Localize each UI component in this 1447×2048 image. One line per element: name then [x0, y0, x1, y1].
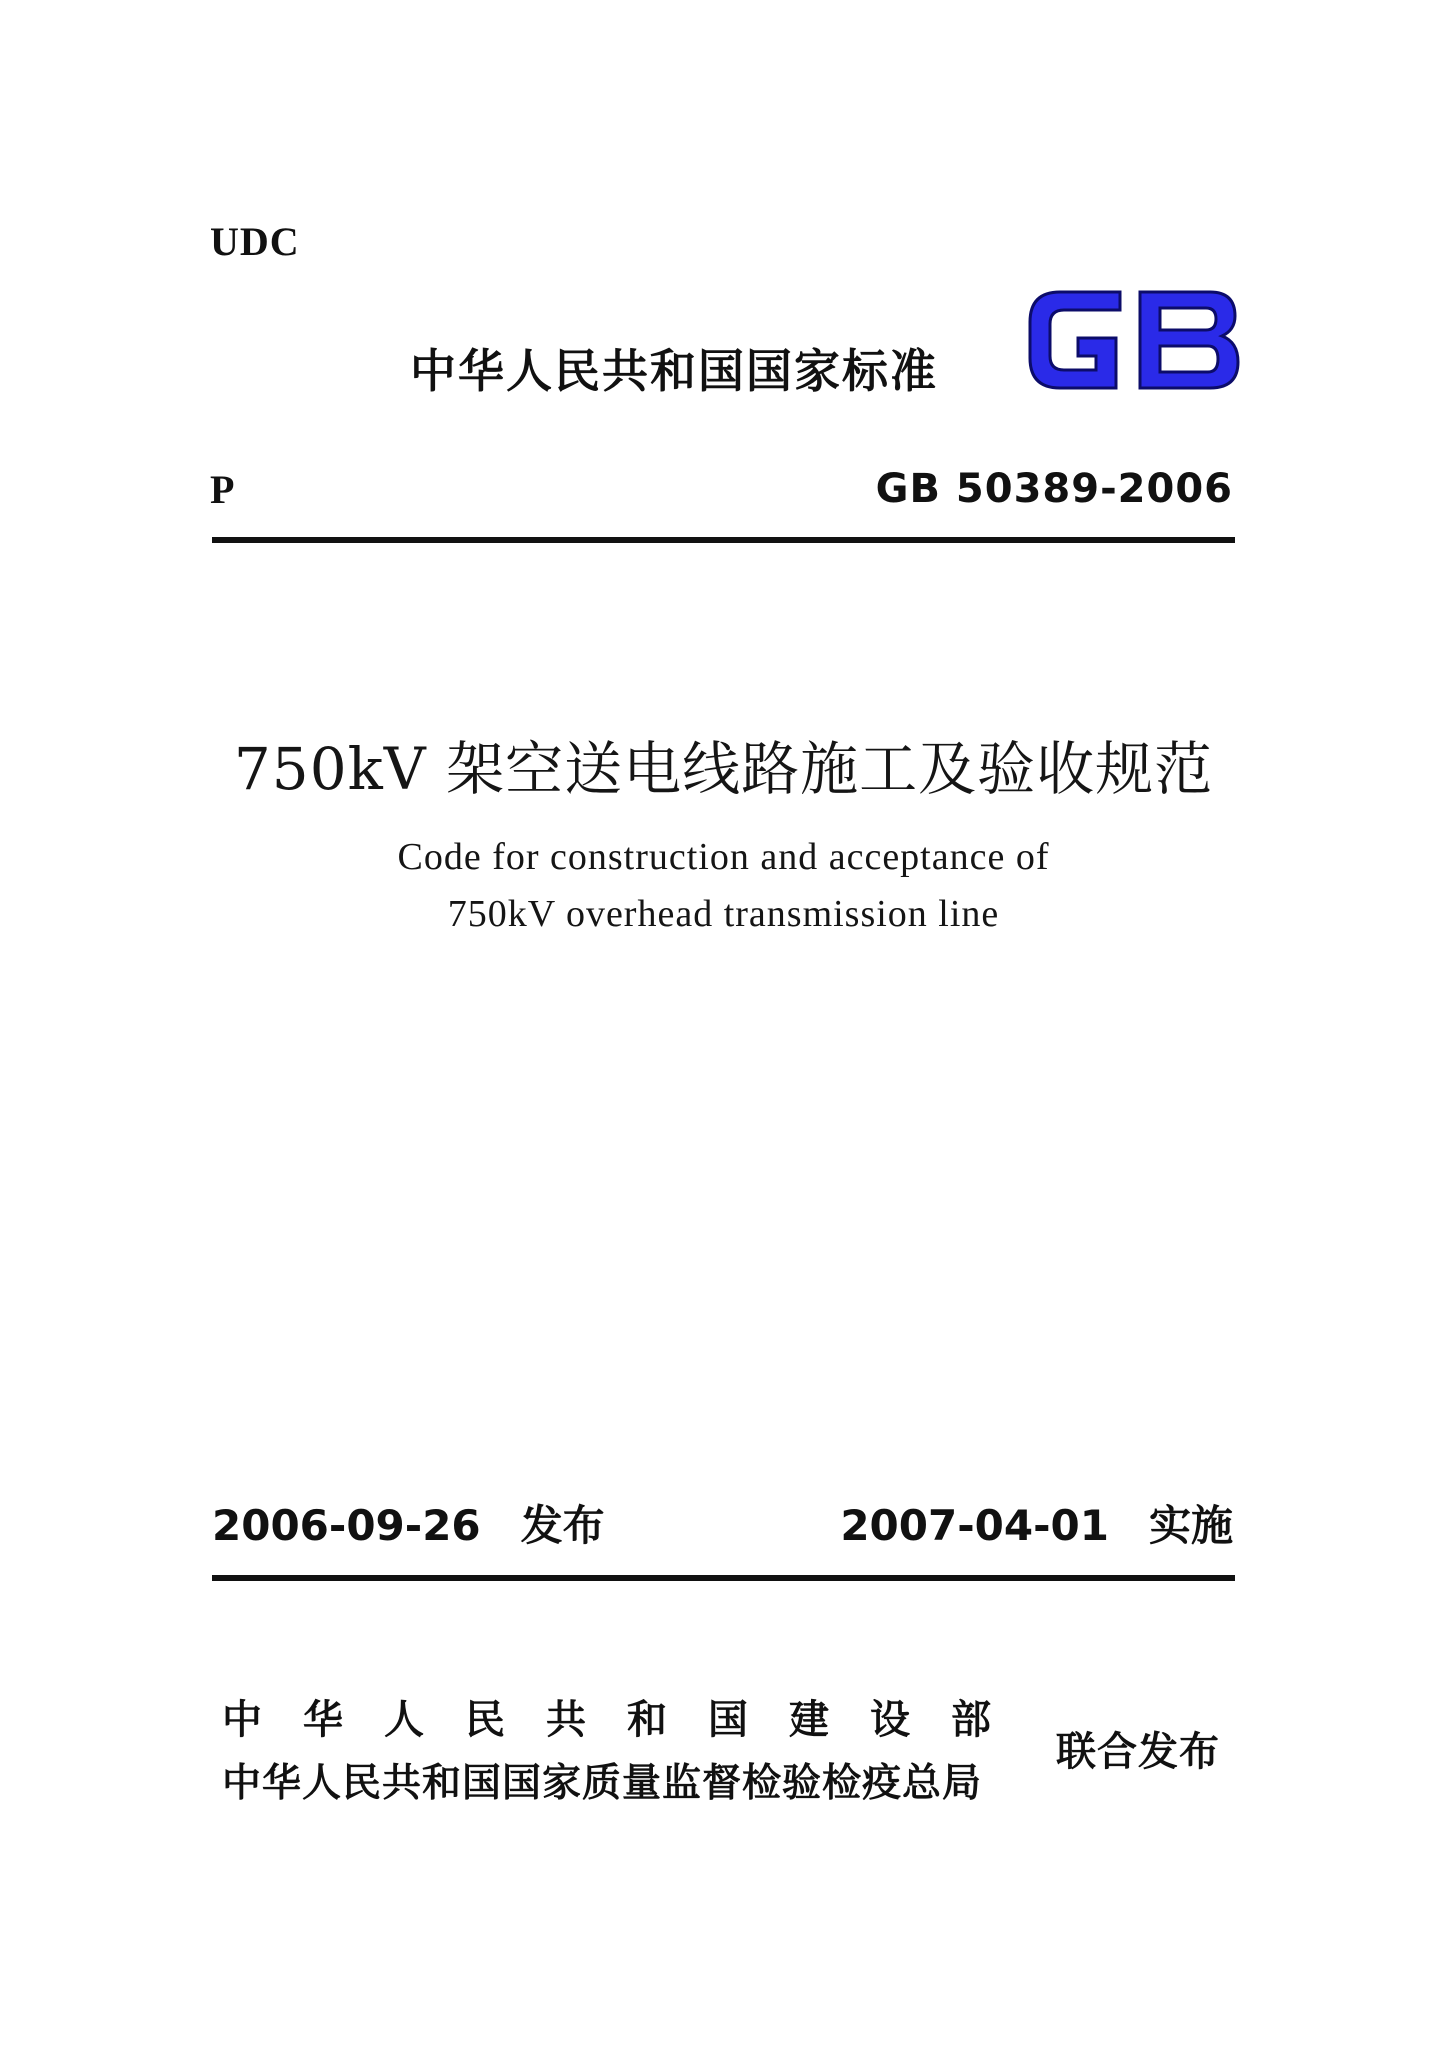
title-english-line2: 750kV overhead transmission line	[447, 893, 1000, 935]
implement-date: 2007-04-01	[840, 1501, 1109, 1550]
bottom-divider	[212, 1575, 1235, 1581]
implement-label: 实施	[1148, 1501, 1233, 1550]
title-english-line1: Code for construction and acceptance of	[397, 836, 1050, 878]
standard-number: GB 50389-2006	[875, 466, 1233, 512]
gb-logo-b	[1140, 292, 1238, 388]
issue-date-block	[212, 1493, 605, 1553]
standard-name: 中华人民共和国国家标准	[410, 344, 938, 398]
top-divider	[212, 537, 1235, 543]
issue-label: 发布	[520, 1501, 605, 1550]
implement-date-block	[840, 1493, 1233, 1553]
gb-logo-g	[1030, 292, 1120, 388]
issue-date: 2006-09-26	[212, 1501, 481, 1550]
gb-logo	[1020, 278, 1245, 402]
issuer-aqsiq: 中华人民共和国国家质量监督检验检疫总局	[222, 1761, 983, 1806]
title-chinese: 750kV 架空送电线路施工及验收规范	[233, 735, 1214, 803]
udc-label: UDC	[210, 219, 300, 264]
classification-code: P	[210, 467, 235, 512]
joint-issue-label: 联合发布	[1056, 1729, 1220, 1775]
issuer-ministry: 中华人民共和国建设部	[222, 1697, 1032, 1743]
